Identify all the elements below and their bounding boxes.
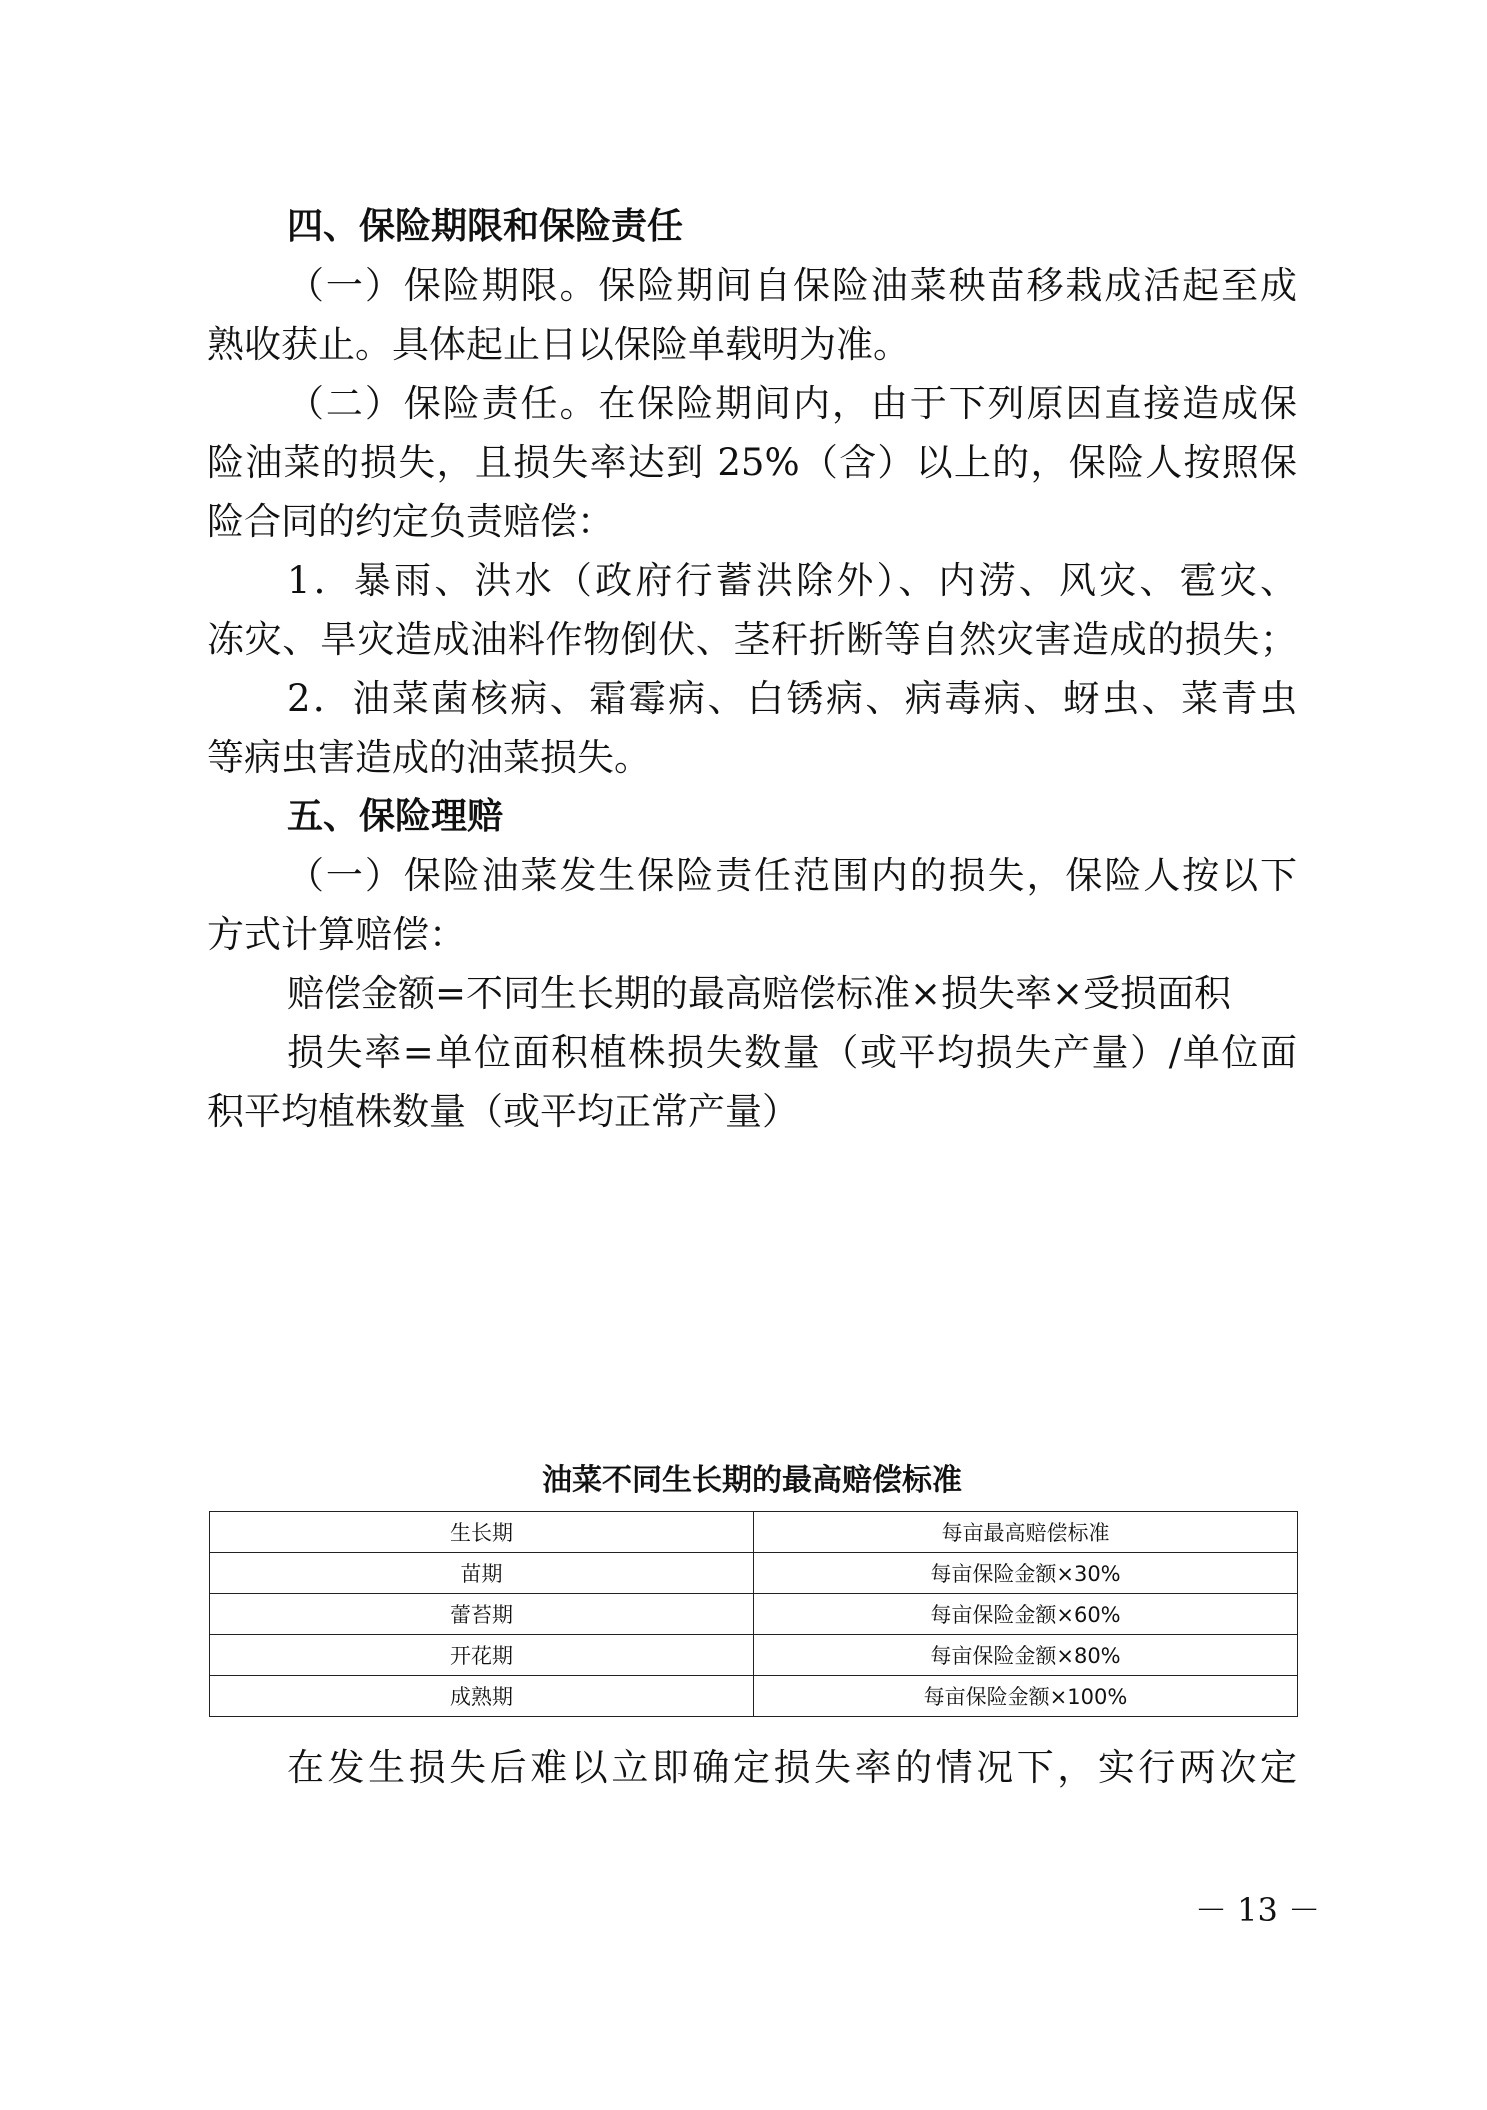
table-cell: 苗期 — [210, 1553, 754, 1594]
table-row — [210, 1635, 1298, 1676]
section-heading-5: 五、保险理赔 — [287, 796, 504, 837]
paragraph-line: 熟收获止。具体起止日以保险单载明为准。 — [207, 323, 910, 366]
table-header-cell: 生长期 — [210, 1512, 754, 1553]
paragraph-line: 险合同的约定负责赔偿： — [207, 500, 614, 543]
table-header-cell: 每亩最高赔偿标准 — [754, 1512, 1298, 1553]
table-row — [210, 1553, 1298, 1594]
list-item-line: 冻灾、旱灾造成油料作物倒伏、茎秆折断等自然灾害造成的损失； — [207, 618, 1297, 661]
table-cell: 每亩保险金额×100% — [754, 1676, 1298, 1717]
paragraph-line: （一）保险油菜发生保险责任范围内的损失，保险人按以下 — [287, 854, 1297, 897]
formula-line: 积平均植株数量（或平均正常产量） — [207, 1090, 799, 1133]
table-header-row — [210, 1512, 1298, 1553]
paragraph-line: 方式计算赔偿： — [207, 913, 466, 956]
paragraph-line: 险油菜的损失，且损失率达到 25%（含）以上的，保险人按照保 — [207, 441, 1297, 484]
paragraph-line: （一）保险期限。保险期间自保险油菜秧苗移栽成活起至成 — [287, 264, 1297, 307]
table-cell: 开花期 — [210, 1635, 754, 1676]
table-row — [210, 1594, 1298, 1635]
table-row — [210, 1676, 1298, 1717]
compensation-table — [209, 1511, 1298, 1717]
table-cell: 每亩保险金额×60% — [754, 1594, 1298, 1635]
list-item-line: 1．暴雨、洪水（政府行蓄洪除外）、内涝、风灾、雹灾、 — [287, 559, 1297, 602]
page-number: － 13 － — [1195, 1891, 1321, 1929]
table-caption: 油菜不同生长期的最高赔偿标准 — [542, 1463, 962, 1498]
list-item-line: 等病虫害造成的油菜损失。 — [207, 736, 651, 779]
table-cell: 每亩保险金额×30% — [754, 1553, 1298, 1594]
paragraph-line: （二）保险责任。在保险期间内，由于下列原因直接造成保 — [287, 382, 1297, 425]
table-cell: 蕾苔期 — [210, 1594, 754, 1635]
table-cell: 成熟期 — [210, 1676, 754, 1717]
section-heading-4: 四、保险期限和保险责任 — [287, 206, 684, 247]
table-cell: 每亩保险金额×80% — [754, 1635, 1298, 1676]
list-item-line: 2．油菜菌核病、霜霉病、白锈病、病毒病、蚜虫、菜青虫 — [287, 677, 1297, 720]
formula-line: 赔偿金额=不同生长期的最高赔偿标准×损失率×受损面积 — [287, 972, 1232, 1015]
formula-line: 损失率=单位面积植株损失数量（或平均损失产量）/单位面 — [287, 1031, 1297, 1074]
paragraph-line: 在发生损失后难以立即确定损失率的情况下，实行两次定 — [287, 1746, 1297, 1789]
